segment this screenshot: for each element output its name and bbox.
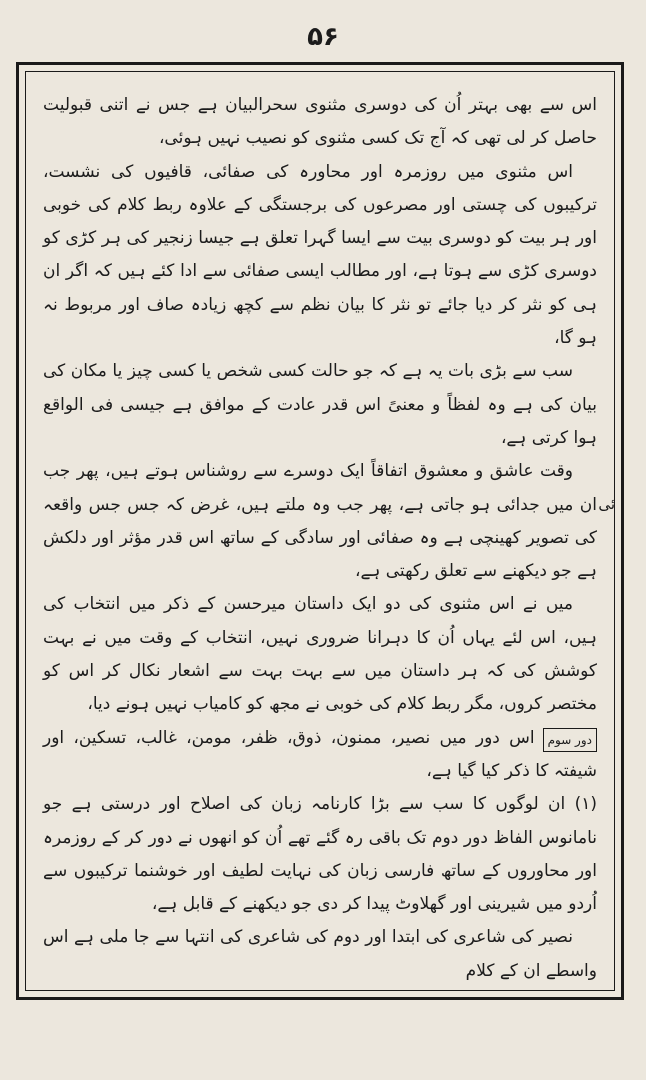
paragraph: وقت عاشق و معشوق اتفاقاً ایک دوسرے سے روشناس ہوتے ہیں، پھر جب ان میں جدائی ہو جاتی ہے، پھر جب وہ ملتے ہیں، غرض کہ جس جس واقعہ کی تصویر کھینچی ہے وہ صفائی اور سادگی کے ساتھ اس قدر مؤثر اور دلکش ہے جو دیکھنے سے تعلق رکھتی ہے، [43, 461, 597, 582]
paragraph-text: اس دور میں نصیر، ممنون، ذوق، ظفر، مومن، غالب، تسکین، اور شیفتہ کا ذکر کیا گیا ہے، [43, 727, 597, 781]
paragraph: (۱) ان لوگوں کا سب سے بڑا کارنامہ زبان کی اصلاح اور درستی ہے جو نامانوس الفاظ دور دوم تک باقی رہ گئے تھے اُن کو انھوں نے دور کر کے روزمرہ اور محاوروں کے ساتھ فارسی زبان کی نہایت لطیف اور خوشنما ترکیبوں سے اُردو میں شیرینی اور گھلاوٹ پیدا کر دی جو دیکھنے کے قابل ہے، [43, 794, 597, 915]
margin-mark: ئی [598, 495, 615, 513]
paragraph: اس سے بھی بہتر اُن کی دوسری مثنوی سحرالبیان ہے جس نے اتنی قبولیت حاصل کر لی تھی کہ آج تک کسی مثنوی کو نصیب نہیں ہوئی، [43, 95, 597, 149]
paragraph: سب سے بڑی بات یہ ہے کہ جو حالت کسی شخص یا کسی چیز یا مکان کی بیان کی ہے وہ لفظاً و معنیً اس قدر عادت کے موافق ہے جیسی فی الواقع ہوا کرتی ہے، [43, 361, 597, 448]
page-frame [16, 62, 624, 1000]
page-number: ۵۶ [307, 22, 339, 52]
urdu-text-body [43, 89, 597, 981]
paragraph: نصیر کی شاعری کی ابتدا اور دوم کی شاعری کی انتہا سے جا ملی ہے اس واسطے ان کے کلام [43, 927, 597, 981]
paragraph: اس مثنوی میں روزمرہ اور محاورہ کی صفائی، قافیوں کی نشست، ترکیبوں کی چستی اور مصرعوں کی برجستگی کے علاوہ ربط کلام کی خوبی اور ہر بیت کو دوسری بیت سے ایسا گہرا تعلق ہے جیسا زنجیر کی ہر کڑی کو دوسری کڑی سے ہوتا ہے، اور مطالب ایسی صفائی سے ادا کئے ہیں کہ اگر ان ہی کو نثر کر دیا جائے تو نثر کا بیان نظم سے کچھ زیادہ صاف اور مربوط نہ ہو گا، [43, 161, 597, 349]
margin-note-section: دور سوم [543, 728, 597, 752]
paragraph-with-note [43, 722, 597, 789]
paragraph: میں نے اس مثنوی کی دو ایک داستان میرحسن کے ذکر میں انتخاب کی ہیں، اس لئے یہاں اُن کا دہرانا ضروری نہیں، انتخاب کے وقت میں نے بہت کوشش کی کہ ہر داستان میں سے بہت بہت سے اشعار نکال کر اس کو مختصر کروں، مگر ربط کلام کی خوبی نے مجھ کو کامیاب نہیں ہونے دیا، [43, 594, 597, 715]
